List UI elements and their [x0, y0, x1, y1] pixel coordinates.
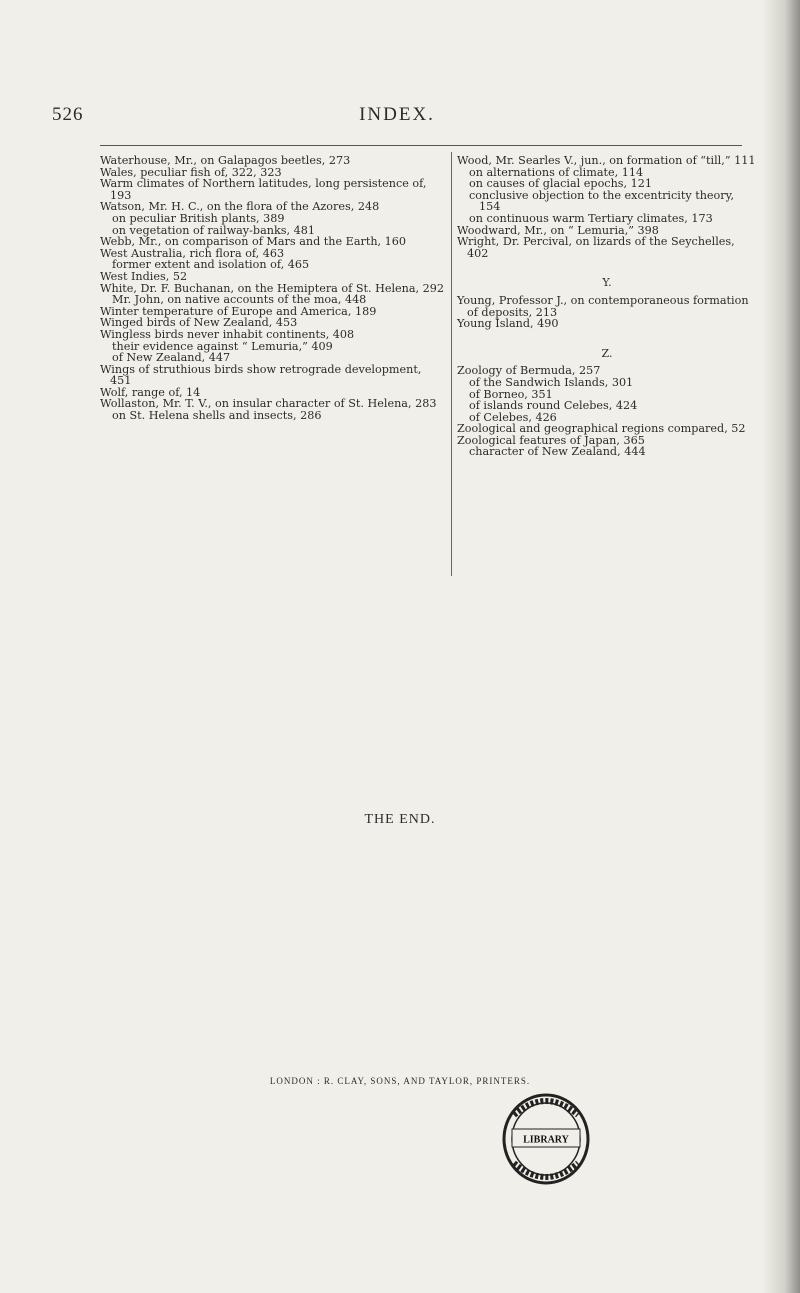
page-edge-shadow — [762, 0, 800, 1293]
column-divider — [451, 152, 452, 576]
index-entry: Warm climates of Northern latitudes, long persistence of, 193 — [100, 177, 427, 202]
library-stamp-label: LIBRARY — [523, 1134, 569, 1146]
index-entry: of islands round Celebes, 424 — [469, 399, 638, 413]
index-entry: Watson, Mr. H. C., on the flora of the Azores, 248 — [100, 200, 380, 214]
index-entry: Young, Professor J., on contemporaneous formation of deposits, 213 — [457, 293, 749, 319]
index-entry: Wright, Dr. Percival, on lizards of the Seychelles, 402 — [457, 235, 735, 260]
index-entry: their evidence against “ Lemuria,” 409 — [112, 339, 333, 353]
index-column-right — [457, 155, 757, 458]
index-entry: Zoological features of Japan, 365 — [457, 433, 645, 447]
index-entry: Wolf, range of, 14 — [100, 385, 201, 399]
index-entry: on peculiar British plants, 389 — [112, 211, 285, 225]
index-entry: Webb, Mr., on comparison of Mars and the Earth, 160 — [100, 235, 407, 249]
running-head-title: INDEX. — [359, 104, 435, 125]
index-entry: former extent and isolation of, 465 — [112, 258, 310, 272]
index-entry: Wollaston, Mr. T. V., on insular character of St. Helena, 283 — [100, 397, 437, 411]
index-entry: of the Sandwich Islands, 301 — [469, 375, 634, 389]
index-entry: of Borneo, 351 — [469, 387, 553, 401]
index-entry: on causes of glacial epochs, 121 — [469, 177, 652, 191]
header-rule — [100, 145, 742, 146]
index-entry: conclusive objection to the excentricity theory, 154 — [469, 188, 735, 214]
index-entry: on St. Helena shells and insects, 286 — [112, 409, 322, 423]
index-entry: West Australia, rich flora of, 463 — [100, 246, 285, 260]
index-entry: Waterhouse, Mr., on Galapagos beetles, 273 — [100, 154, 351, 167]
index-entry: West Indies, 52 — [100, 269, 188, 283]
index-entry: Zoology of Bermuda, 257 — [457, 364, 601, 378]
printer-imprint: LONDON : R. CLAY, SONS, AND TAYLOR, PRINTERS. — [269, 1076, 531, 1086]
index-entry: Woodward, Mr., on “ Lemuria,” 398 — [457, 223, 659, 237]
index-column-left — [100, 155, 445, 422]
index-entry: of Celebes, 426 — [469, 410, 557, 424]
index-entry: Wings of struthious birds show retrograde development, 451 — [100, 362, 422, 388]
index-entry: Mr. John, on native accounts of the moa, 448 — [112, 293, 367, 307]
library-stamp-icon — [500, 1091, 592, 1187]
page-header — [52, 104, 742, 134]
section-letter: Y. — [602, 276, 612, 290]
index-entry: Winter temperature of Europe and America, 189 — [100, 304, 377, 318]
index-entry: White, Dr. F. Buchanan, on the Hemiptera of St. Helena, 292 — [100, 281, 445, 295]
section-letter: Z. — [601, 346, 613, 360]
page-number: 526 — [52, 104, 84, 125]
index-entry: on continuous warm Tertiary climates, 173 — [469, 211, 713, 225]
index-entry: on vegetation of railway-banks, 481 — [112, 223, 315, 237]
index-entry: Wood, Mr. Searles V., jun., on formation of “till,” 111 — [457, 154, 756, 167]
index-entry: Zoological and geographical regions compared, 52 — [457, 422, 746, 436]
index-entry: Young Island, 490 — [457, 317, 559, 331]
index-entry: Winged birds of New Zealand, 453 — [100, 316, 298, 330]
index-entry: of New Zealand, 447 — [112, 351, 231, 365]
index-entry: on alternations of climate, 114 — [469, 165, 644, 179]
the-end-text: THE END. — [364, 812, 436, 827]
index-entry: character of New Zealand, 444 — [469, 445, 646, 459]
index-entry: Wingless birds never inhabit continents, 408 — [100, 327, 355, 341]
index-entry: Wales, peculiar fish of, 322, 323 — [100, 165, 282, 179]
